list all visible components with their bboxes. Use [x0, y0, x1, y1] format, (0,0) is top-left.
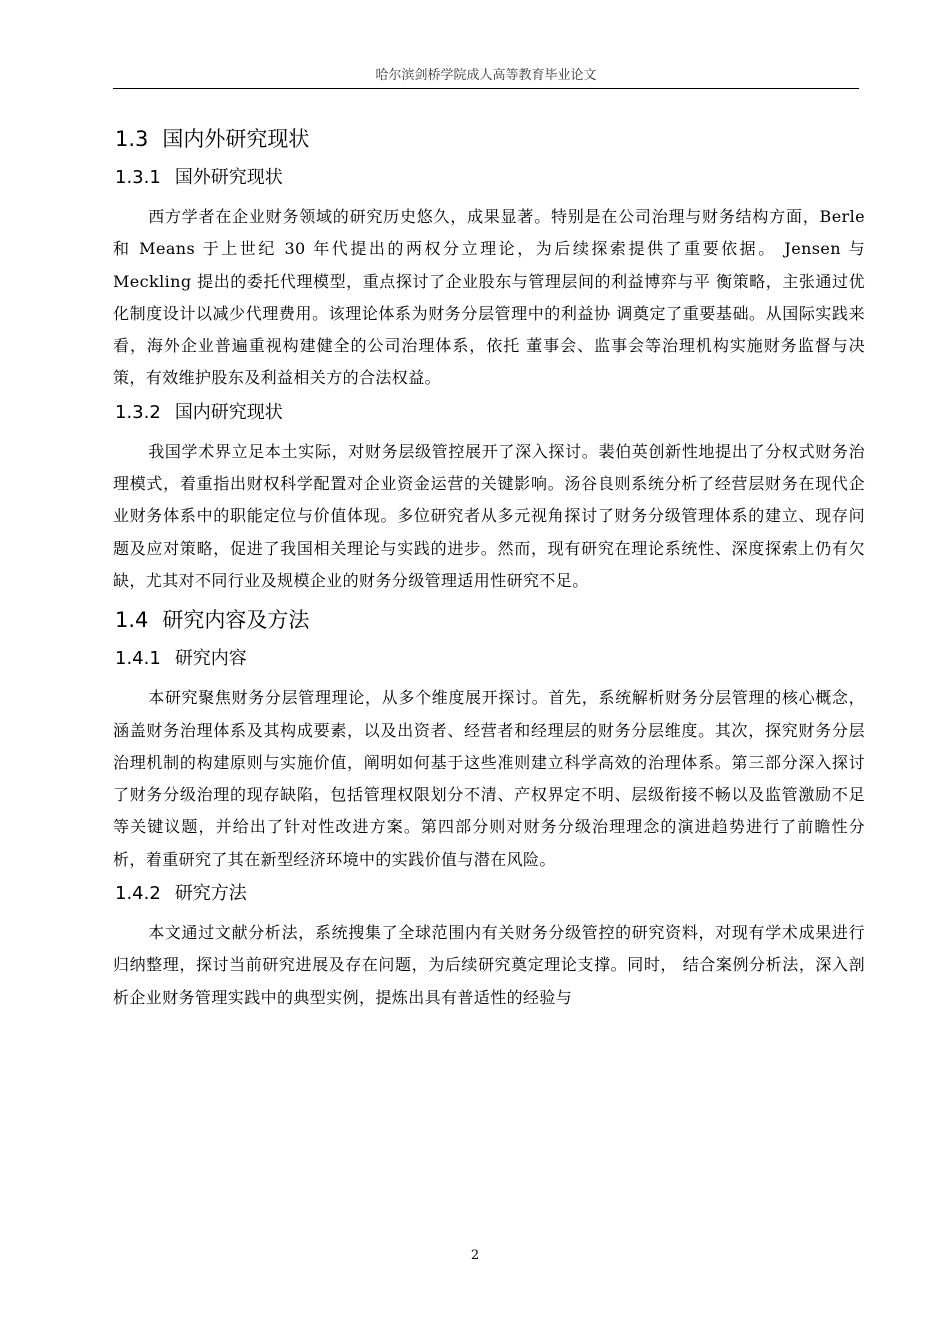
subsection-number: 1.3.2 [115, 401, 161, 423]
paragraph-research-content: 本研究聚焦财务分层管理理论，从多个维度展开探讨。首先，系统解析财务分层管理的核心概念，涵盖财务治理体系及其构成要素，以及出资者、经营者和经理层的财务分层维度。其次，探究财务分层治理机制的构建原则与实施价值，阐明如何基于这些准则建立科学高效的治理体系。第三部分深入探讨了财务分级治理的现存缺陷，包括管理权限划分不清、产权界定不明、层级衔接不畅以及监管激励不足等关键议题，并给出了针对性改进方案。第四部分则对财务分级治理理念的演进趋势进行了前瞻性分析，着重研究了其在新型经济环境中的实践价值与潜在风险。 [113, 688, 865, 869]
page-body [113, 116, 865, 1017]
section-heading-1-4 [115, 605, 865, 635]
subsection-number: 1.4.2 [115, 883, 161, 905]
section-number: 1.4 [115, 608, 149, 633]
page-number: 2 [470, 1248, 480, 1263]
section-title: 研究内容及方法 [162, 608, 310, 633]
subsection-title: 研究方法 [174, 883, 247, 905]
paragraph-foreign-research: 西方学者在企业财务领域的研究历史悠久，成果显著。特别是在公司治理与财务结构方面，Berle 和 Means 于上世纪 30 年代提出的两权分立理论，为后续探索提供了重要依据。 Jensen 与 Meckling 提出的委托代理模型，重点探讨了企业股东与管理层间的利益博弈与平 衡策略，主张通过优化制度设计以减少代理费用。该理论体系为财务分层管理中的利益协 调奠定了重要基础。从国际实践来看，海外企业普遍重视构建健全的公司治理体系，依托 董事会、监事会等治理机构实施财务监督与决策，有效维护股东及利益相关方的合法权益。 [113, 207, 865, 388]
subsection-number: 1.3.1 [115, 167, 161, 188]
subsection-heading-1-3-1 [115, 163, 865, 193]
paragraph-domestic-research: 我国学术界立足本土实际，对财务层级管控展开了深入探讨。裴伯英创新性地提出了分权式财务治理模式，着重指出财权科学配置对企业资金运营的关键影响。汤谷良则系统分析了经营层财务在现代企业财务体系中的职能定位与价值体现。多位研究者从多元视角探讨了财务分级管理体系的建立、现存问题及应对策略，促进了我国相关理论与实践的进步。然而，现有研究在理论系统性、深度探索上仍有欠缺，尤其对不同行业及规模企业的财务分级管理适用性研究不足。 [113, 441, 865, 590]
section-title: 国内外研究现状 [162, 127, 310, 151]
subsection-heading-1-4-1 [115, 644, 865, 674]
paragraph-research-methods: 本文通过文献分析法，系统搜集了全球范围内有关财务分级管控的研究资料，对现有学术成果进行归纳整理，探讨当前研究进展及存在问题，为后续研究奠定理论支撑。同时， 结合案例分析法，深入剖析企业财务管理实践中的典型实例，提炼出具有普适性的经验与 [113, 923, 865, 1007]
subsection-heading-1-4-2 [115, 879, 865, 909]
running-header: 哈尔滨剑桥学院成人高等教育毕业论文 [375, 68, 597, 83]
section-heading-1-3 [115, 124, 865, 154]
subsection-title: 国内研究现状 [174, 401, 283, 423]
section-number: 1.3 [115, 127, 149, 151]
subsection-title: 国外研究现状 [174, 167, 283, 188]
subsection-heading-1-3-2 [115, 398, 865, 428]
header-divider [113, 88, 859, 89]
subsection-number: 1.4.1 [115, 648, 161, 670]
subsection-title: 研究内容 [174, 648, 247, 670]
